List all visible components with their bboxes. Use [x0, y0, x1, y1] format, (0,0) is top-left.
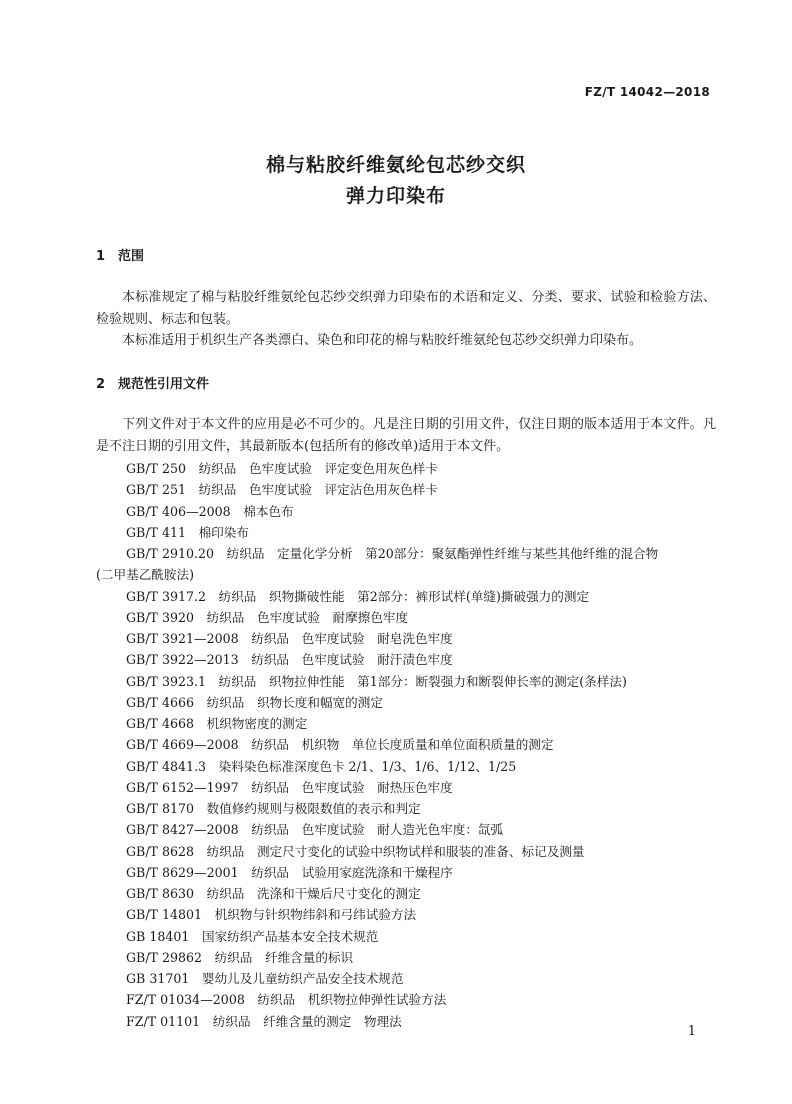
normative-references-list [96, 458, 716, 1032]
reference-item: GB 18401 国家纺织产品基本安全技术规范 [126, 928, 379, 944]
reference-item: GB/T 4841.3 染料染色标准深度色卡 2/1、1/3、1/6、1/12、1/25 [126, 758, 517, 774]
reference-item: FZ/T 01034—2008 纺织品 机织物拉伸弹性试验方法 [126, 992, 447, 1008]
reference-item: GB/T 406—2008 棉本色布 [126, 503, 294, 519]
reference-item: GB/T 8427—2008 纺织品 色牢度试验 耐人造光色牢度：氙弧 [126, 822, 504, 838]
reference-item: GB 31701 婴幼儿及儿童纺织产品安全技术规范 [126, 971, 404, 986]
reference-item: GB/T 3923.1 纺织品 织物拉伸性能 第1部分：断裂强力和断裂伸长率的测定(条样法) [126, 673, 627, 689]
reference-item: GB/T 3921—2008 纺织品 色牢度试验 耐皂洗色牢度 [126, 631, 453, 646]
reference-item: GB/T 6152—1997 纺织品 色牢度试验 耐热压色牢度 [126, 779, 453, 795]
standard-code: FZ/T 14042—2018 [584, 85, 710, 99]
reference-item: GB/T 8629—2001 纺织品 试验用家庭洗涤和干燥程序 [126, 864, 453, 880]
section-number: 2 [96, 377, 106, 392]
reference-item: GB/T 29862 纺织品 纤维含量的标识 [126, 949, 354, 965]
section-number: 1 [96, 249, 106, 264]
reference-item: GB/T 251 纺织品 色牢度试验 评定沾色用灰色样卡 [126, 482, 438, 498]
reference-item: GB/T 3922—2013 纺织品 色牢度试验 耐汗渍色牢度 [126, 652, 453, 668]
reference-item: GB/T 8630 纺织品 洗涤和干燥后尺寸变化的测定 [126, 886, 421, 901]
document-title-line-2: 弹力印染布 [345, 185, 446, 207]
reference-item [96, 543, 716, 586]
section-1-heading [96, 245, 144, 264]
section-2-intro: 下列文件对于本文件的应用是必不可少的。凡是注日期的引用文件，仅注日期的版本适用于本文件。凡是不注日期的引用文件，其最新版本(包括所有的修改单)适用于本文件。 [96, 417, 716, 454]
reference-item: GB/T 250 纺织品 色牢度试验 评定变色用灰色样卡 [126, 461, 438, 476]
document-title-line-1: 棉与粘胶纤维氨纶包芯纱交织 [265, 154, 526, 176]
section-2-heading [96, 373, 209, 392]
reference-item: FZ/T 01101 纺织品 纤维含量的测定 物理法 [126, 1013, 402, 1029]
reference-item: GB/T 14801 机织物与针织物纬斜和弓纬试验方法 [126, 907, 417, 923]
reference-item: GB/T 8170 数值修约规则与极限数值的表示和判定 [126, 801, 421, 816]
reference-item: GB/T 411 棉印染布 [126, 524, 249, 540]
reference-item: GB/T 4666 纺织品 织物长度和幅宽的测定 [126, 694, 383, 710]
page-number: 1 [687, 1024, 696, 1039]
section-title: 范围 [118, 249, 145, 264]
reference-item: GB/T 4668 机织物密度的测定 [126, 716, 308, 731]
section-1-paragraph-2: 本标准适用于机织生产各类漂白、染色和印花的棉与粘胶纤维氨纶包芯纱交织弹力印染布。 [122, 333, 643, 348]
reference-item: GB/T 3917.2 纺织品 织物撕破性能 第2部分：裤形试样(单缝)撕破强力的测定 [126, 588, 590, 604]
section-title: 规范性引用文件 [118, 377, 210, 392]
reference-item: GB/T 3920 纺织品 色牢度试验 耐摩擦色牢度 [126, 609, 409, 625]
reference-item: GB/T 8628 纺织品 测定尺寸变化的试验中织物试样和服装的准备、标记及测量 [126, 843, 585, 859]
reference-item: GB/T 4669—2008 纺织品 机织物 单位长度质量和单位面积质量的测定 [126, 737, 554, 753]
reference-continuation: (二甲基乙酰胺法) [96, 567, 194, 583]
reference-text: GB/T 2910.20 纺织品 定量化学分析 第20部分：聚氨酯弹性纤维与某些其他纤维的混合物 [126, 546, 659, 561]
section-1-paragraph-1: 本标准规定了棉与粘胶纤维氨纶包芯纱交织弹力印染布的术语和定义、分类、要求、试验和检验方法、检验规则、标志和包装。 [96, 290, 716, 327]
